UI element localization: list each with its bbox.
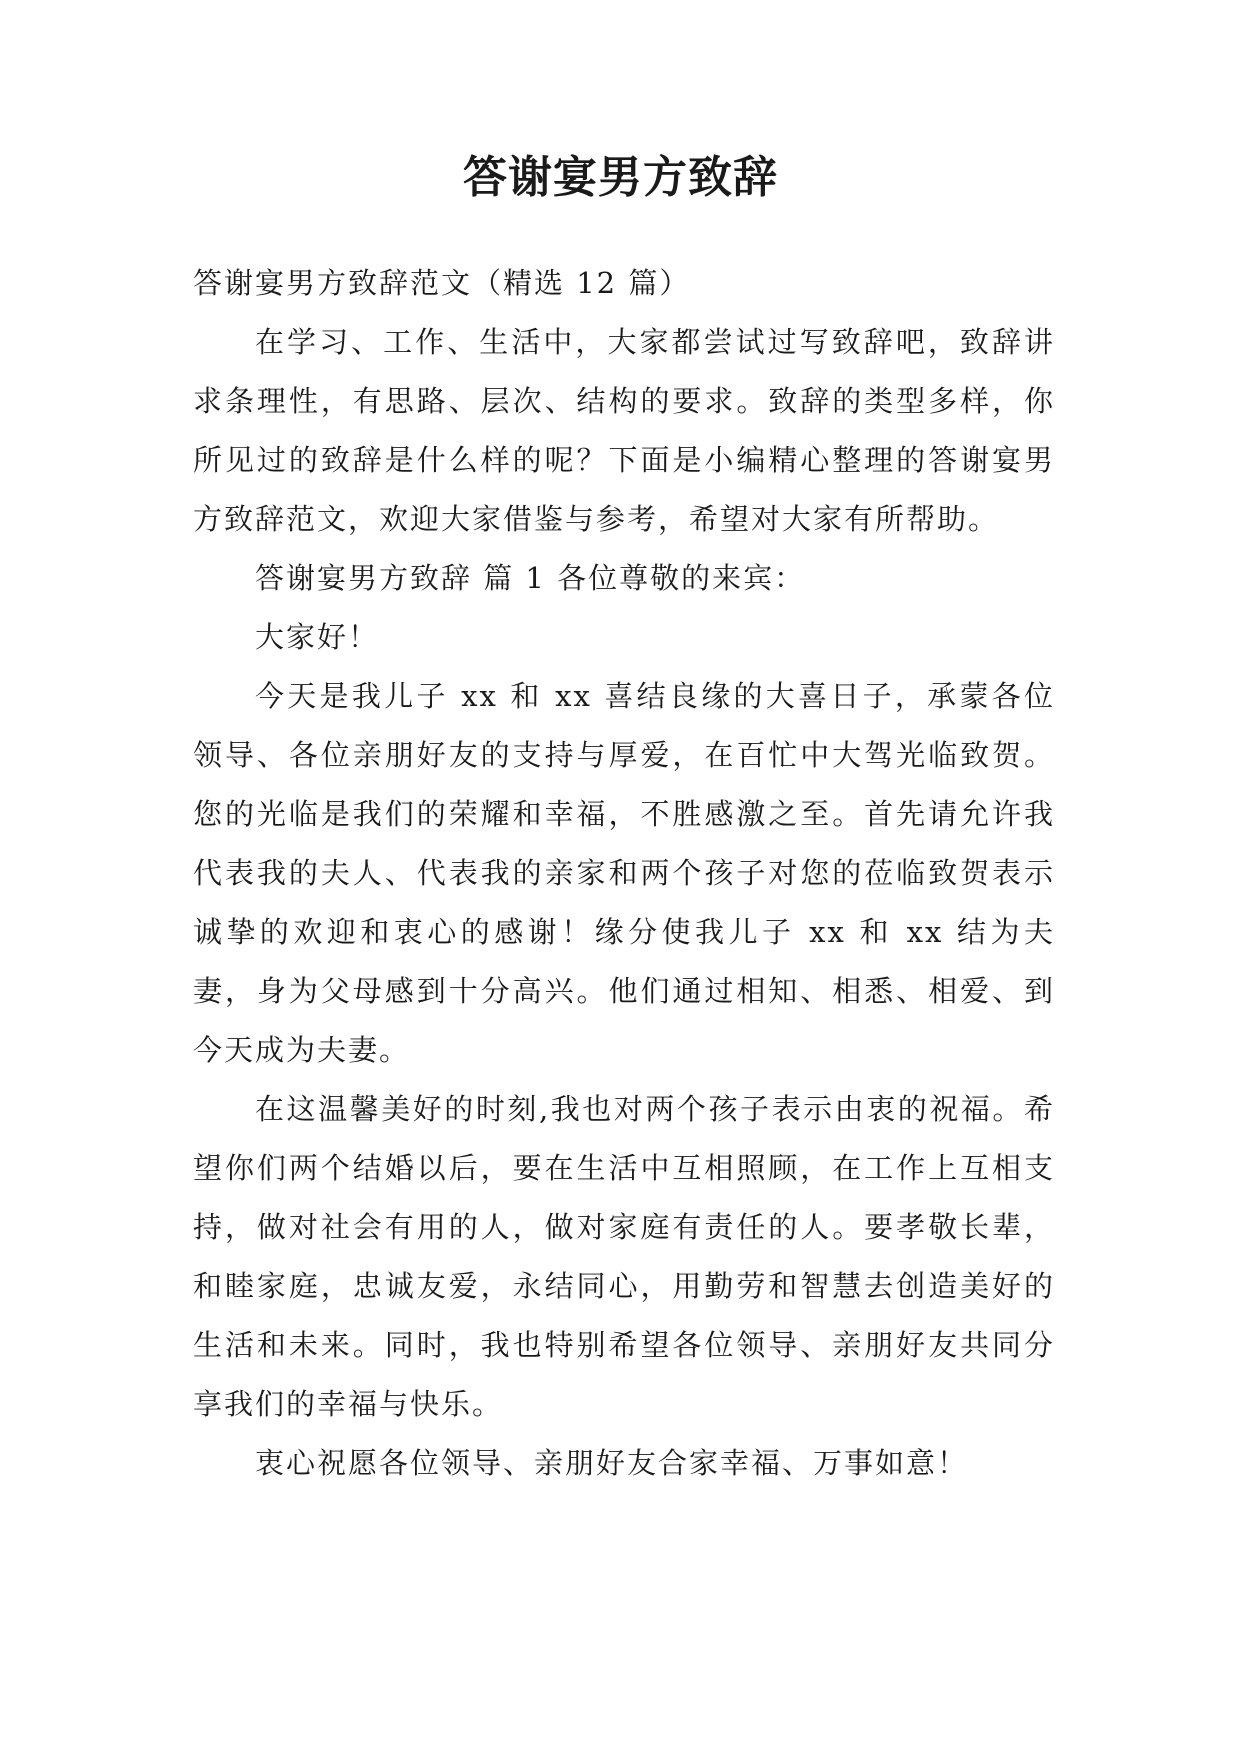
document-title: 答谢宴男方致辞 <box>463 152 778 203</box>
body-paragraph: 今天是我儿子 xx 和 xx 喜结良缘的大喜日子，承蒙各位领导、各位亲朋好友的支持与厚爱，在百忙中大驾光临致贺。您的光临是我们的荣耀和幸福，不胜感激之至。首先请允许我代表我的夫人、代表我的亲家和两个孩子对您的莅临致贺表示诚挚的欢迎和衷心的感谢！缘分使我儿子 xx 和 xx 结为夫妻，身为父母感到十分高兴。他们通过相知、相悉、相爱、到今天成为夫妻。 <box>193 679 1055 1067</box>
body-paragraph: 在这温馨美好的时刻,我也对两个孩子表示由衷的祝福。希望你们两个结婚以后，要在生活中互相照顾，在工作上互相支持，做对社会有用的人，做对家庭有责任的人。要孝敬长辈，和睦家庭，忠诚友爱，永结同心，用勤劳和智慧去创造美好的生活和未来。同时，我也特别希望各位领导、亲朋好友共同分享我们的幸福与快乐。 <box>193 1092 1055 1421</box>
subtitle-paragraph: 答谢宴男方致辞范文（精选 12 篇） <box>193 266 691 300</box>
document-body <box>193 254 1055 1493</box>
greeting-paragraph: 大家好！ <box>255 620 380 654</box>
intro-paragraph: 在学习、工作、生活中，大家都尝试过写致辞吧，致辞讲求条理性，有思路、层次、结构的要求。致辞的类型多样，你所见过的致辞是什么样的呢？下面是小编精心整理的答谢宴男方致辞范文，欢迎大家借鉴与参考，希望对大家有所帮助。 <box>193 325 1055 536</box>
closing-paragraph: 衷心祝愿各位领导、亲朋好友合家幸福、万事如意！ <box>255 1446 969 1480</box>
section-heading-paragraph: 答谢宴男方致辞 篇 1 各位尊敬的来宾： <box>255 561 806 595</box>
